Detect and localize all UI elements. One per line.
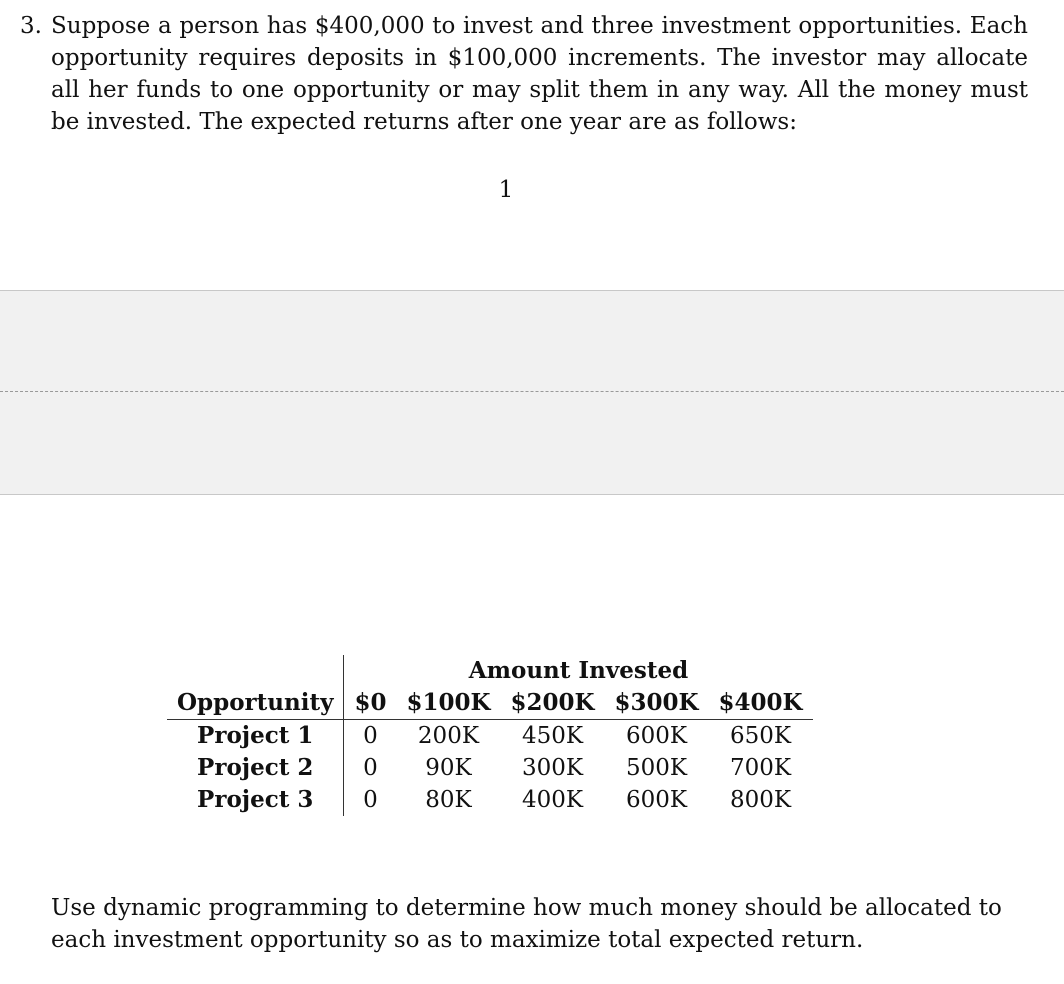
- table-cell: 0: [363, 723, 378, 749]
- column-header: $400K: [709, 687, 813, 720]
- column-header: $200K: [500, 687, 604, 720]
- column-header: $0: [344, 687, 397, 720]
- table-cell: 0: [363, 755, 378, 781]
- table-row: [167, 720, 813, 753]
- table-cell: 90K: [425, 755, 472, 781]
- table-cell: 600K: [625, 723, 688, 749]
- problem-text: Suppose a person has $400,000 to invest and three investment opportunities. Each opportunity requires deposits in $100,000 increments. The investor may allocate all her funds to one opportunity or may split them in any way. All the money must be invested. The expected returns after one year are as follows:: [51, 13, 1028, 135]
- page-number: 1: [498, 177, 514, 203]
- table-cell: 400K: [521, 787, 584, 813]
- table-cell: 80K: [425, 787, 472, 813]
- column-header: $300K: [605, 687, 709, 720]
- table-row: [167, 752, 813, 784]
- table-cell: 600K: [625, 787, 688, 813]
- row-label: Project 2: [167, 752, 344, 784]
- problem-statement: [20, 10, 1028, 138]
- page-break-line: [0, 391, 1064, 392]
- table-cell: 500K: [625, 755, 688, 781]
- opportunity-header: Opportunity: [167, 687, 344, 720]
- table-cell: 450K: [521, 723, 584, 749]
- problem-number: 3.: [20, 13, 42, 39]
- table-cell: 800K: [729, 787, 792, 813]
- returns-table: [167, 655, 813, 816]
- page-break-gap: [0, 290, 1064, 495]
- amount-invested-header: Amount Invested: [468, 657, 689, 684]
- table-cell: 300K: [521, 755, 584, 781]
- row-label: Project 3: [167, 784, 344, 816]
- column-header: $100K: [396, 687, 500, 720]
- row-label: Project 1: [167, 720, 344, 753]
- table-row: [167, 784, 813, 816]
- table-cell: 650K: [729, 723, 792, 749]
- table-cell: 200K: [417, 723, 480, 749]
- table-cell: 700K: [729, 755, 792, 781]
- table-corner-cell: [167, 655, 344, 687]
- table-cell: 0: [363, 787, 378, 813]
- instruction-text: Use dynamic programming to determine how much money should be allocated to each investment opportunity so as to maximize total expected return.: [51, 895, 1002, 953]
- table-group-header-row: [167, 655, 813, 687]
- table-header-row: [167, 687, 813, 720]
